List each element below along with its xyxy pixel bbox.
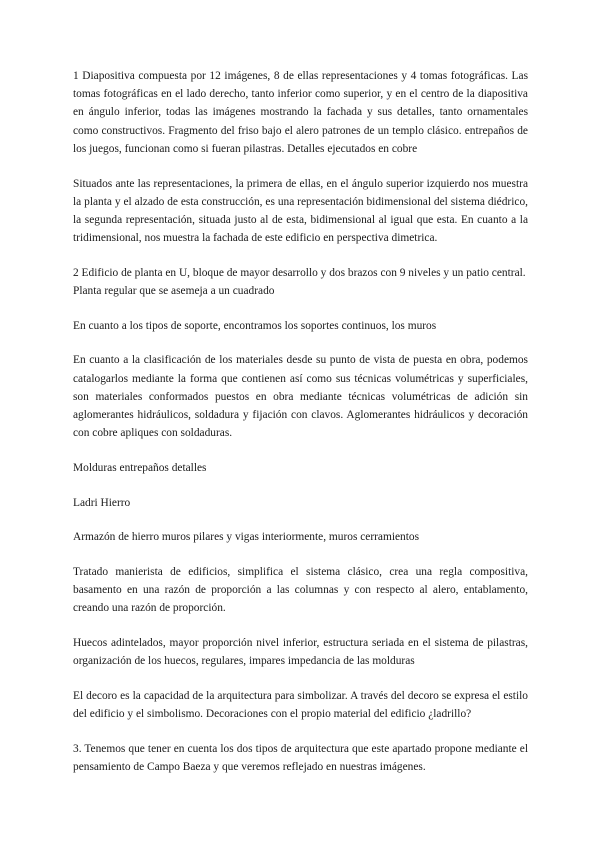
paragraph-openings: Huecos adintelados, mayor proporción nivel inferior, estructura seriada en el sistema de pilastras, organización de los huecos, regulares, impares impedancia de las molduras [73, 637, 528, 668]
paragraph-mannerist-treatise: Tratado manierista de edificios, simplifica el sistema clásico, crea una regla compositiva, basamento en una razón de proporción a las columnas y con respecto al alero, entablamento, creando una razón de proporción. [73, 566, 528, 615]
paragraph-brick-iron: Ladri Hierro [73, 496, 131, 509]
paragraph-iron-frame: Armazón de hierro muros pilares y vigas interiormente, muros cerramientos [73, 531, 420, 544]
paragraph-building-plan: 2 Edificio de planta en U, bloque de mayor desarrollo y dos brazos con 9 niveles y un patio central. Planta regular que se asemeja a un cuadrado [73, 266, 526, 298]
paragraph-moldings: Molduras entrepaños detalles [73, 461, 207, 474]
paragraph-materials: En cuanto a la clasificación de los materiales desde su punto de vista de puesta en obra, podemos catalogarlos mediante la forma que contienen así como sus técnicas volumétricas y superficiales, son materiales conformados puestos en obra mediante técnicas volumétricas de adición sin aglomerantes hidráulicos, soldadura y fijación con clavos. Aglomerantes hidráulicos y decoración con cobre apliques con soldaduras. [73, 354, 528, 440]
paragraph-section-3: 3. Tenemos que tener en cuenta los dos tipos de arquitectura que este apartado propone mediante el pensamiento de Campo Baeza y que veremos reflejado en nuestras imágenes. [73, 742, 528, 774]
document-body [73, 67, 528, 793]
paragraph-decorum: El decoro es la capacidad de la arquitectura para simbolizar. A través del decoro se expresa el estilo del edificio y el simbolismo. Decoraciones con el propio material del edificio ¿ladrillo? [73, 690, 528, 721]
paragraph-representations: Situados ante las representaciones, la primera de ellas, en el ángulo superior izquierdo nos muestra la planta y el alzado de esta construcción, es una representación bidimensional del sistema diédrico, la segunda representación, situada justo al de esta, bidimensional al igual que esta. En cuanto a la tridimensional, nos muestra la fachada de este edificio en perspectiva dimetrica. [73, 177, 528, 245]
paragraph-supports: En cuanto a los tipos de soporte, encontramos los soportes continuos, los muros [73, 319, 437, 332]
paragraph-slide-1-description: 1 Diapositiva compuesta por 12 imágenes, 8 de ellas representaciones y 4 tomas fotográficas. Las tomas fotográficas en el lado derecho, tanto inferior como superior, y en el centro de la diapositiva en ángulo inferior, todas las imágenes mostrando la fachada y sus detalles, tanto ornamentales como constructivos. Fragmento del friso bajo el alero patrones de un templo clásico. entrepaños de los juegos, funcionan como si fueran pilastras. Detalles ejecutados en cobre [73, 70, 528, 155]
